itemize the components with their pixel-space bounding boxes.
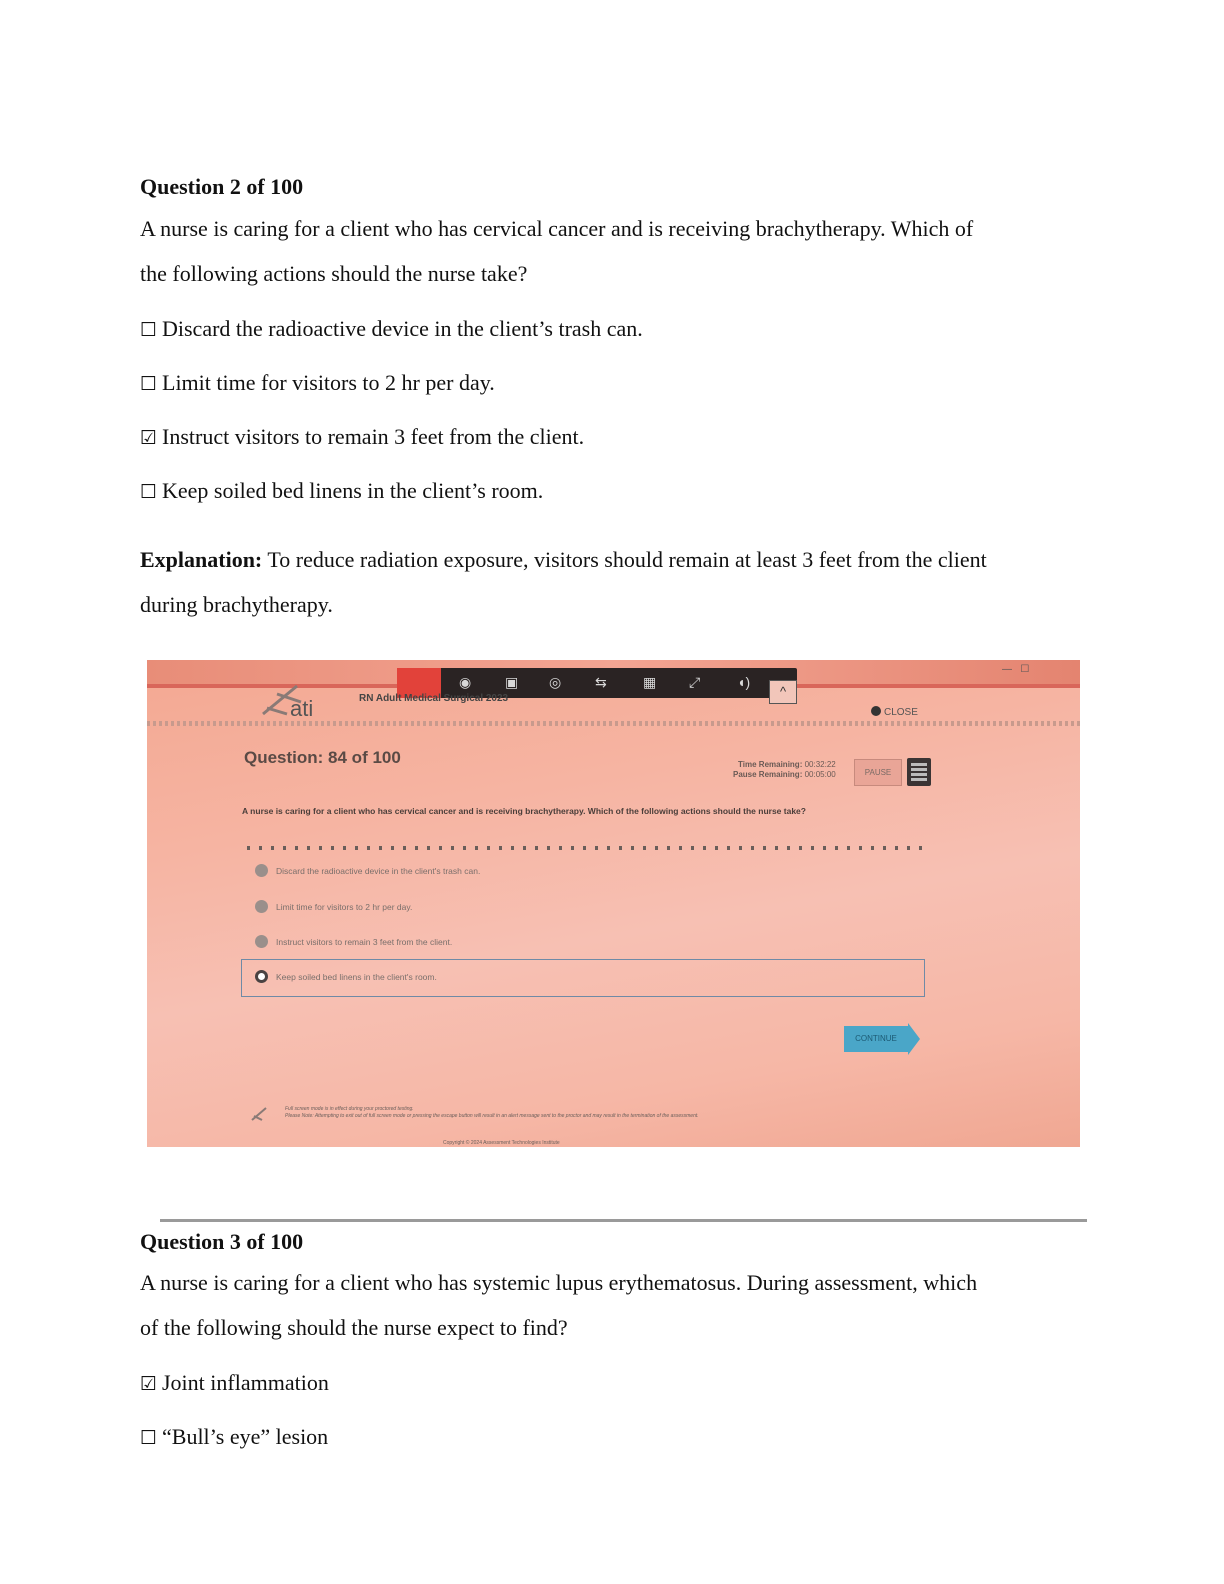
explanation-label: Explanation: <box>140 547 263 572</box>
exam-timers: Time Remaining: 00:32:22 Pause Remaining: 00:05:00 <box>733 760 836 779</box>
checkbox-empty-icon: ☐ <box>140 1427 158 1449</box>
checkbox-checked-icon: ☑ <box>140 427 158 449</box>
chevron-up-icon: ^ <box>769 680 797 704</box>
checkbox-empty-icon: ☐ <box>140 319 158 341</box>
exam-title: RN Adult Medical Surgical 2023 <box>359 693 509 704</box>
question-3-title: Question 3 of 100 <box>140 1229 304 1254</box>
volume-icon: ◖) <box>737 674 751 690</box>
exam-answer-2: Limit time for visitors to 2 hr per day. <box>255 900 412 913</box>
radio-icon <box>255 864 268 877</box>
eye-icon: ◉ <box>459 674 472 690</box>
checkbox-checked-icon: ☑ <box>140 1373 158 1395</box>
q2-explanation: Explanation: To reduce radiation exposure, visitors should remain at least 3 feet from the client during brachytherapy. <box>140 547 987 617</box>
exam-answer-4: Keep soiled bed linens in the client's room. <box>255 970 437 983</box>
q2-option-3: ☑ Instruct visitors to remain 3 feet from the client. <box>140 424 585 449</box>
exam-footer-note: Full screen mode is in effect during your proctored testing. Please Note: Attempting to exit out of full screen mode or pressing the escape button will result in an alert message sent to the proctor and may result in the termination of the assessment. <box>285 1106 699 1119</box>
exam-answer-1: Discard the radioactive device in the client's trash can. <box>255 864 480 877</box>
cursor-icon: ◎ <box>549 674 562 690</box>
close-button: CLOSE <box>871 706 918 718</box>
section-divider <box>160 1219 1087 1222</box>
exam-answer-3: Instruct visitors to remain 3 feet from the client. <box>255 935 452 948</box>
ati-footer-logo-icon <box>250 1106 272 1122</box>
question-3-stem: A nurse is caring for a client who has systemic lupus erythematosus. During assessment, which of the following should the nurse expect to find? <box>140 1270 978 1340</box>
dotted-divider <box>247 846 927 850</box>
q2-option-1: ☐ Discard the radioactive device in the client’s trash can. <box>140 316 643 341</box>
radio-icon <box>255 935 268 948</box>
q3-option-1: ☑ Joint inflammation <box>140 1370 329 1395</box>
exam-question-stem: A nurse is caring for a client who has cervical cancer and is receiving brachytherapy. Which of the following actions should the nurse take? <box>242 806 806 816</box>
copyright: Copyright © 2024 Assessment Technologies Institute <box>443 1140 560 1146</box>
question-2-title: Question 2 of 100 <box>140 174 304 199</box>
q2-option-2: ☐ Limit time for visitors to 2 hr per day. <box>140 370 495 395</box>
exam-question-number: Question: 84 of 100 <box>244 748 401 767</box>
q3-option-2: ☐ “Bull’s eye” lesion <box>140 1424 329 1449</box>
calculator-icon <box>907 758 931 786</box>
exam-screen-photo <box>147 660 1080 1147</box>
fullscreen-icon: ⤢ <box>689 674 701 690</box>
radio-selected-icon <box>255 970 268 983</box>
checkbox-empty-icon: ☐ <box>140 373 158 395</box>
continue-button: CONTINUE <box>844 1026 908 1052</box>
ati-logo-text: ati <box>290 696 314 721</box>
lock-icon: ▣ <box>505 674 519 690</box>
radio-icon <box>255 900 268 913</box>
grid-icon: ▦ <box>643 674 657 690</box>
q2-option-4: ☐ Keep soiled bed linens in the client’s room. <box>140 478 544 503</box>
close-icon <box>871 706 881 716</box>
pause-button: PAUSE <box>854 759 902 786</box>
checkbox-empty-icon: ☐ <box>140 481 158 503</box>
window-controls-icon: — ☐ <box>1002 664 1030 675</box>
question-2-stem: A nurse is caring for a client who has cervical cancer and is receiving brachytherapy. Which of the following actions should the nurse take? <box>140 216 974 286</box>
header-divider <box>147 721 1080 726</box>
arrows-icon: ⇆ <box>595 674 607 690</box>
